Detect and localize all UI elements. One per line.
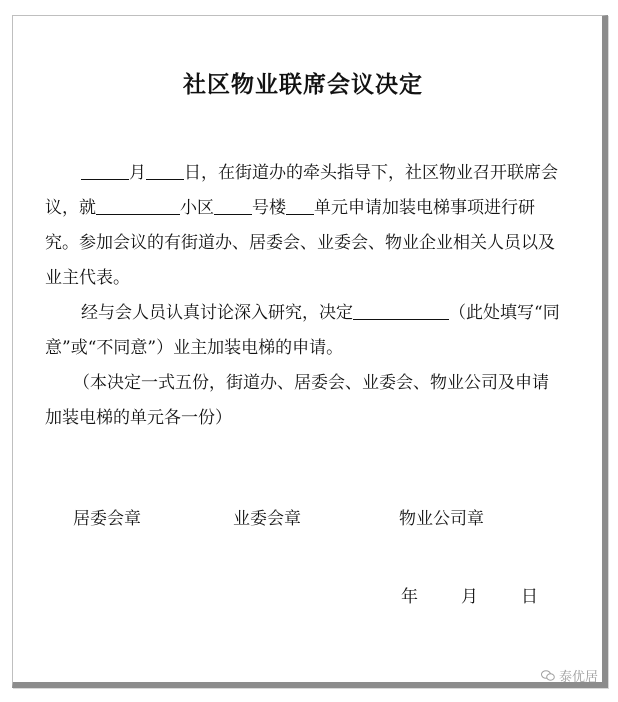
seal-residents-committee: 居委会章 <box>73 509 141 529</box>
seals-row <box>13 504 613 534</box>
blank-decision <box>353 299 449 320</box>
date-day: 日 <box>521 587 538 607</box>
blank-building <box>214 194 252 215</box>
document-frame <box>12 15 608 688</box>
date-year: 年 <box>401 587 418 607</box>
text-day-intro: 日，在街道办的牵头指导下，社区物业召开联席会议，就 <box>45 163 558 218</box>
blank-day <box>146 159 184 180</box>
paragraph-copies-note: （本决定一式五份，街道办、居委会、业委会、物业公司及申请加装电梯的单元各一份） <box>45 373 549 428</box>
document-title: 社区物业联席会议决定 <box>183 71 423 98</box>
seal-owners-committee: 业委会章 <box>233 509 301 529</box>
text-building: 号楼 <box>252 198 286 218</box>
text-unit-rest: 单元申请加装电梯事项进行研究。参加会议的有街道办、居委会、业委会、物业企业相关人员以及业主代表。 <box>45 198 555 288</box>
text-district: 小区 <box>180 198 214 218</box>
watermark <box>541 666 598 685</box>
blank-unit <box>286 194 314 215</box>
seal-property-company: 物业公司章 <box>399 509 484 529</box>
wechat-icon <box>541 670 555 681</box>
text-decision-before: 经与会人员认真讨论深入研究，决定 <box>81 303 353 323</box>
document-body <box>45 156 565 436</box>
paragraph-meeting-info <box>45 156 565 296</box>
paragraph-decision <box>45 296 565 366</box>
text-decision-after: （此处填写“同意”或“不同意”）业主加装电梯的申请。 <box>45 303 560 358</box>
text-month: 月 <box>129 163 146 183</box>
date-line <box>401 582 581 607</box>
date-month: 月 <box>461 587 478 607</box>
blank-month <box>81 159 129 180</box>
watermark-text: 泰优居 <box>558 670 598 685</box>
blank-district <box>96 194 180 215</box>
